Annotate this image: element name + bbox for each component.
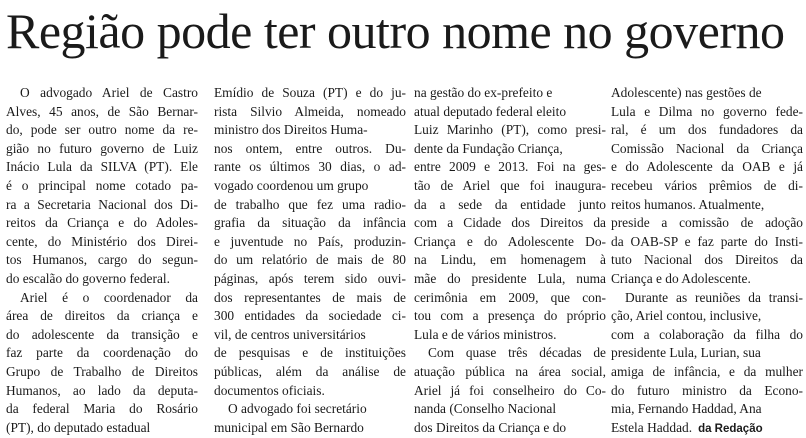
text-line xyxy=(6,158,198,177)
text-line xyxy=(214,233,406,252)
text-line xyxy=(214,251,406,270)
text-line-content: preside a comissão de adoção xyxy=(611,215,803,231)
text-line xyxy=(611,289,803,308)
text-line-content: Estela Haddad. xyxy=(611,419,693,435)
text-line-content: do, pode ser outro nome da re- xyxy=(6,122,198,138)
text-line-content: Alves, 45 anos, de São Bernar- xyxy=(6,103,198,119)
text-line xyxy=(214,140,406,159)
headline: Região pode ter outro nome no governo xyxy=(6,3,785,59)
text-line-content: Com quase três décadas de xyxy=(428,345,606,361)
text-line-content: entre 2009 e 2013. Foi na ges- xyxy=(414,159,606,175)
text-line xyxy=(611,307,803,326)
text-line-content: tão de Ariel que foi inaugura- xyxy=(414,177,606,193)
text-line xyxy=(6,307,198,326)
text-line-content: faz parte da coordenação do xyxy=(6,345,198,361)
text-line-content: na gestão do ex-prefeito e xyxy=(414,85,553,100)
text-line xyxy=(611,251,803,270)
text-line xyxy=(214,400,406,419)
text-line-content: nos ontem, entre outros. Du- xyxy=(214,140,406,156)
column-3 xyxy=(414,84,606,437)
text-line-content: na Lindu, em homenagem à xyxy=(414,252,606,268)
text-line xyxy=(6,419,198,438)
text-line xyxy=(611,363,803,382)
text-line xyxy=(414,344,606,363)
text-line-content: Inácio Lula da SILVA (PT). Ele xyxy=(6,159,198,175)
text-line-content: gião no futuro governo de Luiz xyxy=(6,140,198,156)
text-line-content: rante os últimos 30 dias, o ad- xyxy=(214,159,406,175)
text-line xyxy=(414,140,606,159)
text-line xyxy=(6,326,198,345)
text-line xyxy=(611,158,803,177)
text-line-content: do um relatório de mais de 80 xyxy=(214,252,406,268)
text-line-content: da OAB-SP e faz parte do Insti- xyxy=(611,233,803,249)
text-line xyxy=(414,158,606,177)
text-line xyxy=(214,121,406,140)
text-line-content: dos Direitos da Criança e do xyxy=(414,419,567,435)
text-line xyxy=(214,158,406,177)
text-line xyxy=(214,177,406,196)
text-line-content: Emídio de Souza (PT) e do ju- xyxy=(214,85,406,100)
text-line xyxy=(414,289,606,308)
text-line xyxy=(414,419,606,438)
text-line xyxy=(414,382,606,401)
text-line xyxy=(414,214,606,233)
text-line-content: Grupo de Trabalho de Direitos xyxy=(6,363,198,379)
text-line-content: do futuro ministro da Econo- xyxy=(611,382,803,398)
text-line xyxy=(214,196,406,215)
text-line-content: reitos humanos. Atualmente, xyxy=(611,196,765,212)
text-line xyxy=(6,103,198,122)
text-line-content: Criança e do Adolescente Do- xyxy=(414,233,606,249)
text-line-content: cente, do Ministério dos Direi- xyxy=(6,233,198,249)
text-line xyxy=(414,177,606,196)
text-line xyxy=(414,307,606,326)
text-line-content: cerimônia em 2009, que con- xyxy=(414,289,606,305)
text-line xyxy=(611,233,803,252)
article-body xyxy=(0,84,806,435)
text-line-content: documentos oficiais. xyxy=(214,382,325,398)
text-line xyxy=(6,344,198,363)
text-line xyxy=(611,270,803,289)
text-line-content: é o principal nome cotado pa- xyxy=(6,177,198,193)
text-line-content: da federal Maria do Rosário xyxy=(6,401,198,417)
text-line-content: Ariel já foi conselheiro do Co- xyxy=(414,382,606,398)
text-line xyxy=(214,382,406,401)
text-line-content: ção, Ariel contou, inclusive, xyxy=(611,308,762,324)
text-line xyxy=(214,103,406,122)
text-line-content: tos Humanos, cargo do segun- xyxy=(6,252,198,268)
text-line xyxy=(214,84,406,103)
text-line-content: Humanos, ao lado da deputa- xyxy=(6,382,198,398)
text-line xyxy=(611,177,803,196)
text-line xyxy=(6,140,198,159)
text-line xyxy=(414,233,606,252)
text-line xyxy=(611,214,803,233)
text-line xyxy=(414,400,606,419)
text-line-content: O advogado Ariel de Castro xyxy=(20,85,198,100)
text-line-content: de trabalho que fez uma radio- xyxy=(214,196,406,212)
text-line-content: vogado coordenou um grupo xyxy=(214,177,369,193)
text-line-content: e juventude no País, produzin- xyxy=(214,233,406,249)
text-line xyxy=(6,270,198,289)
text-line xyxy=(214,270,406,289)
text-line-content: Lula e Dilma no governo fede- xyxy=(611,103,803,119)
text-line xyxy=(6,400,198,419)
text-line-content: Ariel é o coordenador da xyxy=(20,289,198,305)
text-line xyxy=(414,270,606,289)
text-line xyxy=(414,363,606,382)
byline: da Redação xyxy=(698,422,763,435)
text-line-content: páginas, após terem sido ouvi- xyxy=(214,270,406,286)
text-line xyxy=(6,84,198,103)
column-1 xyxy=(6,84,198,437)
text-line xyxy=(6,177,198,196)
text-line xyxy=(6,196,198,215)
text-line xyxy=(611,121,803,140)
text-line xyxy=(611,84,803,103)
text-line xyxy=(611,400,803,419)
text-line-content: Comissão Nacional da Criança xyxy=(611,140,803,156)
text-line xyxy=(6,214,198,233)
text-line-content: mia, Fernando Haddad, Ana xyxy=(611,401,762,417)
text-line xyxy=(611,196,803,215)
text-line-content: ministro dos Direitos Huma- xyxy=(214,122,368,138)
text-line-content: da a sede da entidade junto xyxy=(414,196,606,212)
text-line xyxy=(6,251,198,270)
text-line xyxy=(214,419,406,438)
text-line xyxy=(214,307,406,326)
text-line xyxy=(214,344,406,363)
text-line-content: presidente Lula, Lurian, sua xyxy=(611,345,761,361)
text-line xyxy=(6,363,198,382)
text-line xyxy=(611,326,803,345)
text-line xyxy=(414,326,606,345)
text-line-content: atual deputado federal eleito xyxy=(414,103,567,119)
text-line xyxy=(611,382,803,401)
text-line-content: grafia da situação da infância xyxy=(214,215,406,231)
text-line xyxy=(414,196,606,215)
text-line xyxy=(214,289,406,308)
text-line-content: rista Silvio Almeida, nomeado xyxy=(214,103,406,119)
text-line-content: com a Cidade dos Direitos da xyxy=(414,215,606,231)
text-line xyxy=(214,363,406,382)
text-line-content: (PT), do deputado estadual xyxy=(6,419,151,435)
text-line xyxy=(611,419,803,438)
text-line-content: ra a Secretaria Nacional dos Di- xyxy=(6,196,198,212)
text-line-content: Criança e do Adolescente. xyxy=(611,270,751,286)
text-line-content: atuação pública na área social, xyxy=(414,363,606,379)
text-line-content: nanda (Conselho Nacional xyxy=(414,401,557,417)
text-line-content: vil, de centros universitários xyxy=(214,326,366,342)
text-line xyxy=(414,121,606,140)
text-line-content: dente da Fundação Criança, xyxy=(414,140,563,156)
text-line-content: Durante as reuniões da transi- xyxy=(625,289,803,305)
text-line-content: 300 entidades da sociedade ci- xyxy=(214,308,406,324)
text-line xyxy=(611,140,803,159)
text-line xyxy=(414,103,606,122)
text-line-content: Lula e de vários ministros. xyxy=(414,326,557,342)
text-line xyxy=(414,251,606,270)
text-line-content: ral, é um dos fundadores da xyxy=(611,122,803,138)
text-line-content: amiga de infância, e da mulher xyxy=(611,363,803,379)
text-line-content: Luiz Marinho (PT), como presi- xyxy=(414,122,606,138)
text-line-content: de pesquisas e de instituições xyxy=(214,345,406,361)
text-line-content: e do Adolescente da OAB e já xyxy=(611,159,803,175)
text-line xyxy=(611,103,803,122)
text-line xyxy=(6,121,198,140)
text-line-content: mãe do presidente Lula, numa xyxy=(414,270,606,286)
text-line xyxy=(414,84,606,103)
text-line xyxy=(6,233,198,252)
text-line xyxy=(6,289,198,308)
text-line-content: do escalão do governo federal. xyxy=(6,270,170,286)
text-line-content: com a colaboração da filha do xyxy=(611,326,803,342)
column-2 xyxy=(214,84,406,437)
text-line-content: tuto Nacional dos Direitos da xyxy=(611,252,803,268)
text-line-content: do adolescente da transição e xyxy=(6,326,198,342)
text-line-content: área de direitos da criança e xyxy=(6,308,198,324)
text-line-content: dos representantes de mais de xyxy=(214,289,406,305)
text-line-content: públicas, além da análise de xyxy=(214,363,406,379)
text-line xyxy=(214,214,406,233)
text-line-content: recebeu vários prêmios de di- xyxy=(611,177,803,193)
text-line-content: tou com a presença do próprio xyxy=(414,308,606,324)
text-line xyxy=(611,344,803,363)
text-line-content: Adolescente) nas gestões de xyxy=(611,85,762,100)
text-line-content: municipal em São Bernardo xyxy=(214,419,364,435)
text-line xyxy=(214,326,406,345)
text-line-content: O advogado foi secretário xyxy=(228,401,367,417)
column-4 xyxy=(611,84,803,438)
text-line-content: reitos da Criança e do Adoles- xyxy=(6,215,198,231)
text-line xyxy=(6,382,198,401)
